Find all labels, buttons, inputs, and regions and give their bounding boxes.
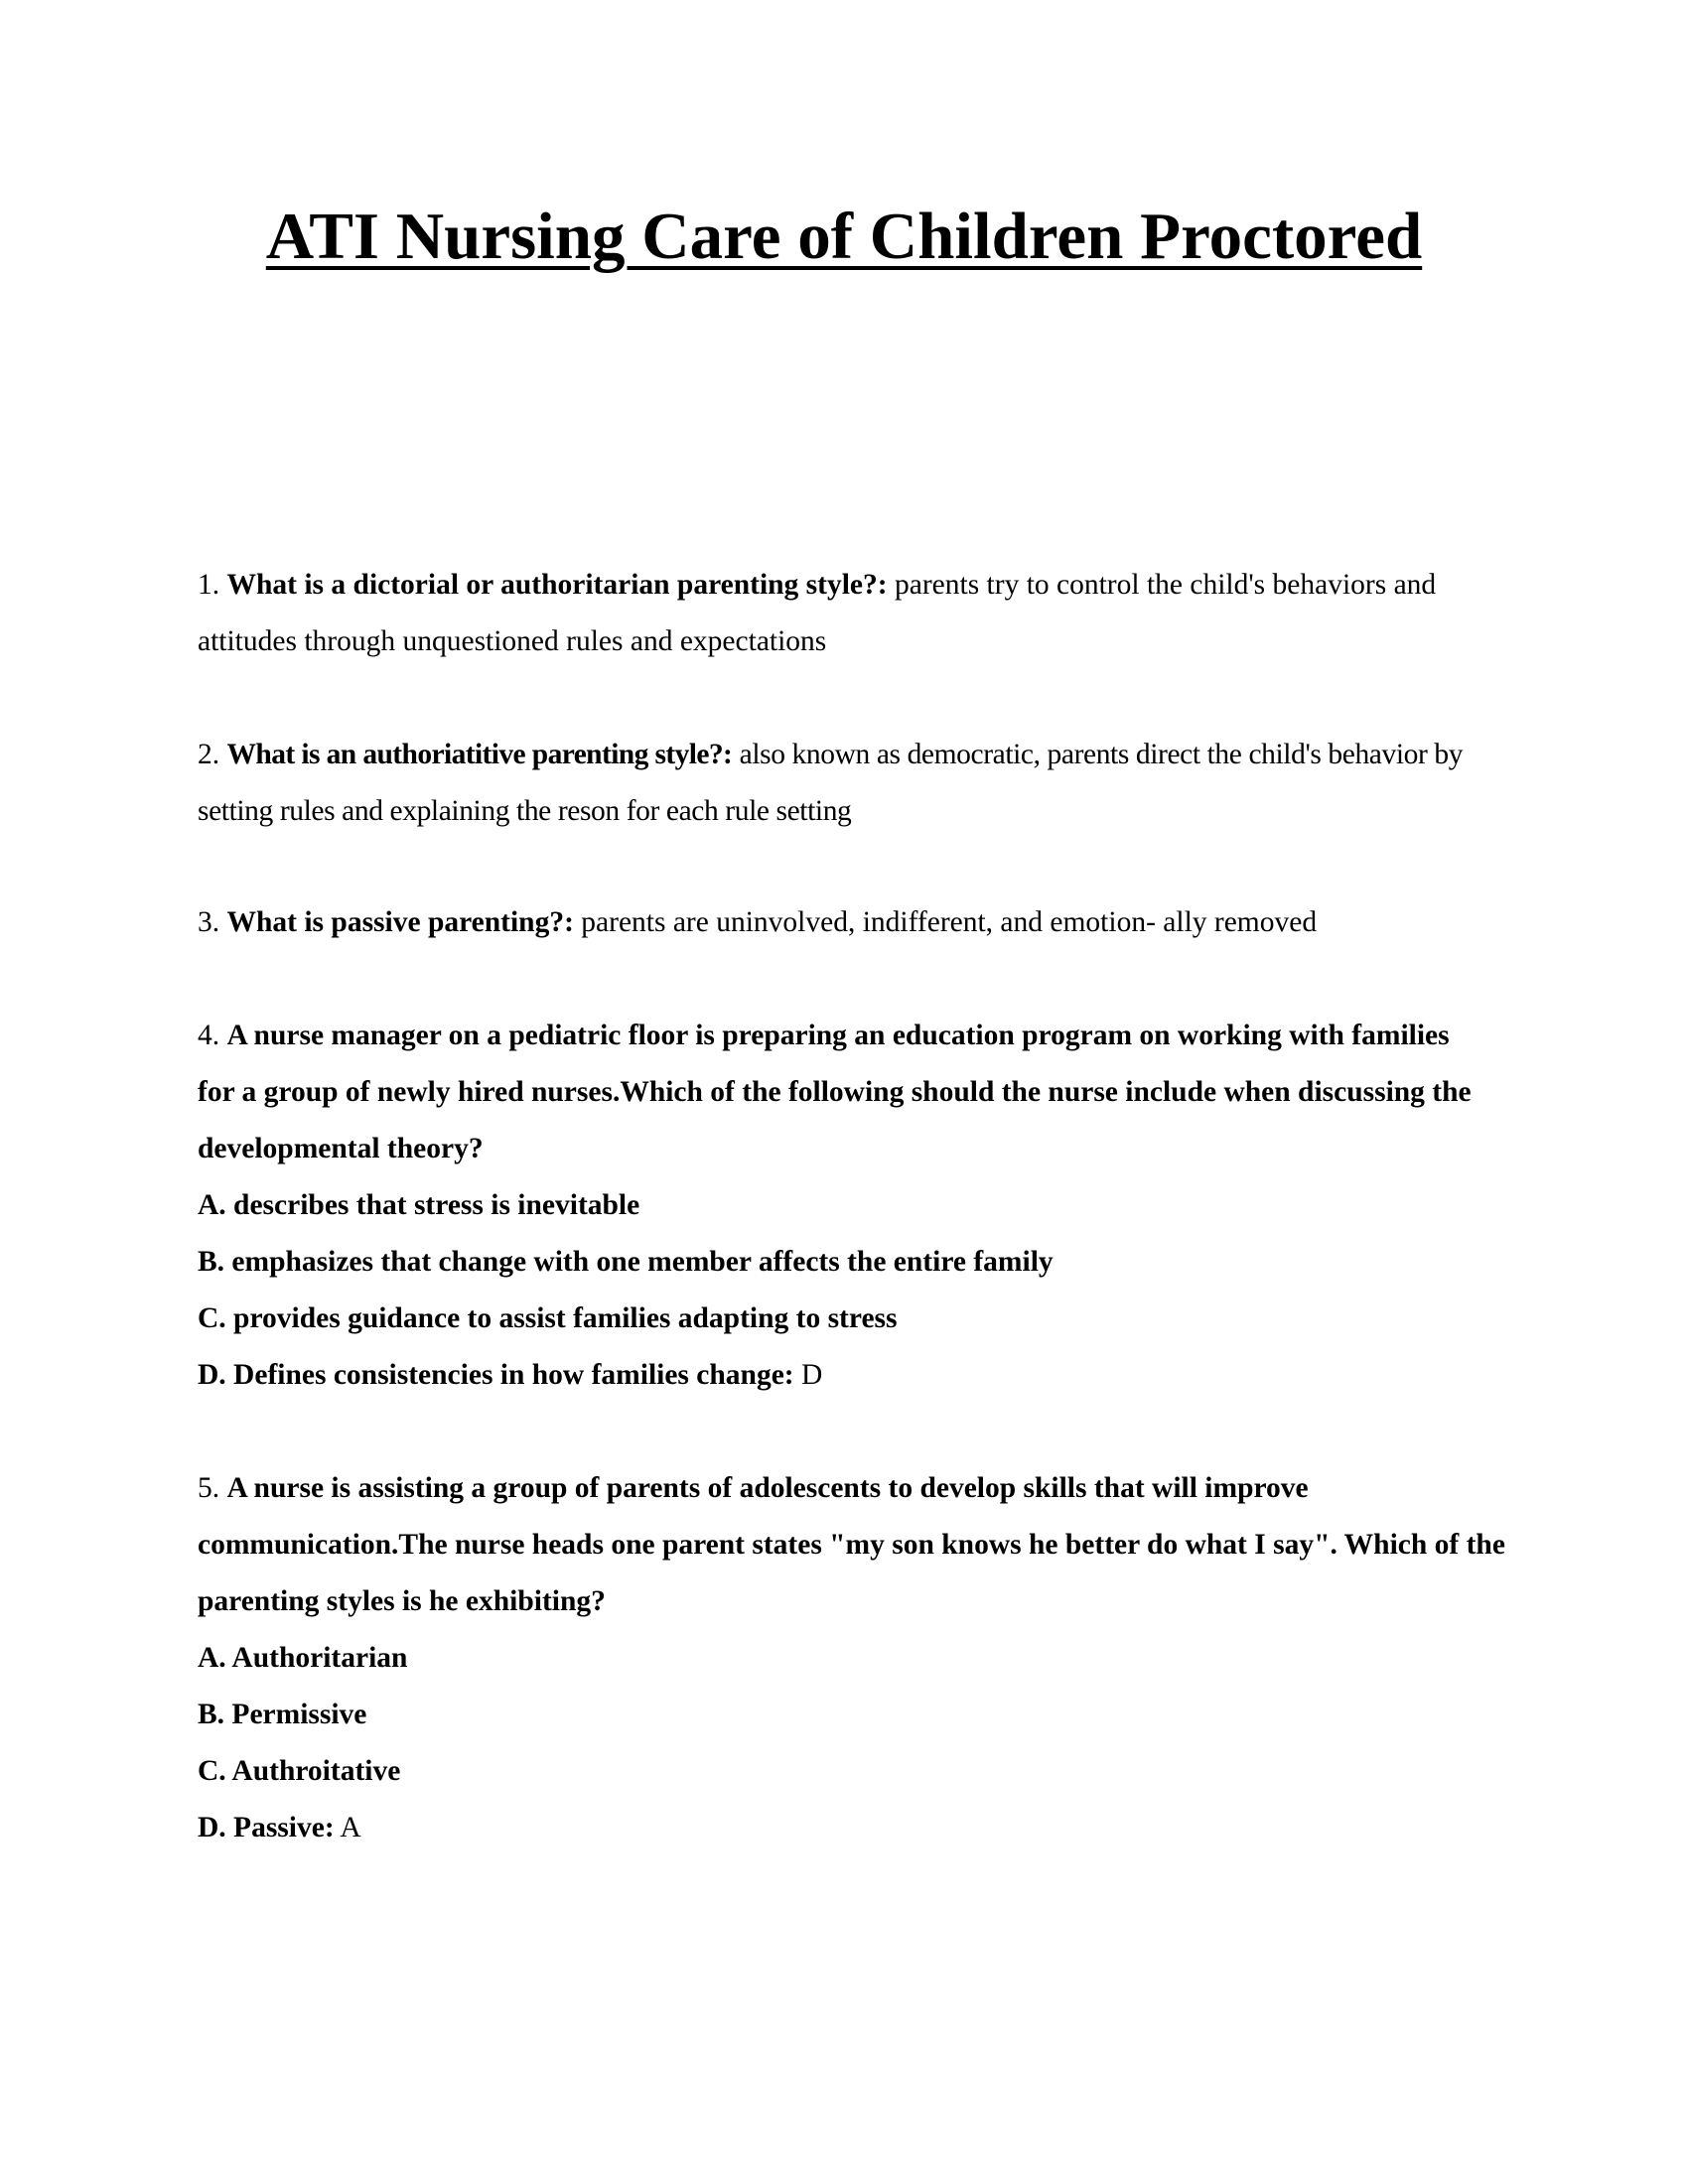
question-1 [198, 557, 1488, 670]
question-answer: also known as democratic, parents direct the child's behavior by setting rules and explaining the reson for each rule setting [198, 739, 1464, 827]
question-answer: parents are uninvolved, indifferent, and emotion- ally removed [581, 906, 1318, 938]
question-answer: A [340, 1812, 361, 1843]
question-number: 2. [198, 739, 220, 770]
question-number: 5. [198, 1472, 220, 1504]
question-5 [198, 1460, 1508, 1856]
question-prompt: What is a dictorial or authoritarian parenting style?: [226, 569, 888, 601]
question-prompt: A nurse is assisting a group of parents of adolescents to develop skills that will improve communication.The nurse heads one parent states "my son knows he better do what I say". Which of the parenting styles is he exhibiting? [198, 1472, 1505, 1617]
option-b: B. Permissive [198, 1699, 367, 1730]
option-d: D. Passive: [198, 1812, 335, 1843]
question-number: 4. [198, 1020, 220, 1051]
question-answer: D [801, 1359, 823, 1391]
document-title: ATI Nursing Care of Children Proctored [265, 200, 1423, 273]
option-a: A. describes that stress is inevitable [198, 1189, 640, 1221]
question-number: 1. [198, 569, 220, 601]
option-b: B. emphasizes that change with one member affects the entire family [198, 1246, 1054, 1278]
question-3 [198, 894, 1488, 951]
option-d: D. Defines consistencies in how families change: [198, 1359, 794, 1391]
question-prompt: A nurse manager on a pediatric floor is preparing an education program on working with families for a group of newly hired nurses.Which of the following should the nurse include when discussing the developmental theory? [198, 1020, 1472, 1164]
question-prompt: What is an authoriatitive parenting style?: [226, 739, 733, 770]
question-4 [198, 1008, 1488, 1404]
option-a: A. Authoritarian [198, 1642, 408, 1674]
option-c: C. provides guidance to assist families adapting to stress [198, 1302, 898, 1334]
question-2 [198, 727, 1498, 840]
question-number: 3. [198, 906, 220, 938]
question-prompt: What is passive parenting?: [226, 906, 574, 938]
option-c: C. Authroitative [198, 1755, 401, 1787]
question-answer: parents try to control the child's behaviors and attitudes through unquestioned rules and expectations [198, 569, 1437, 657]
